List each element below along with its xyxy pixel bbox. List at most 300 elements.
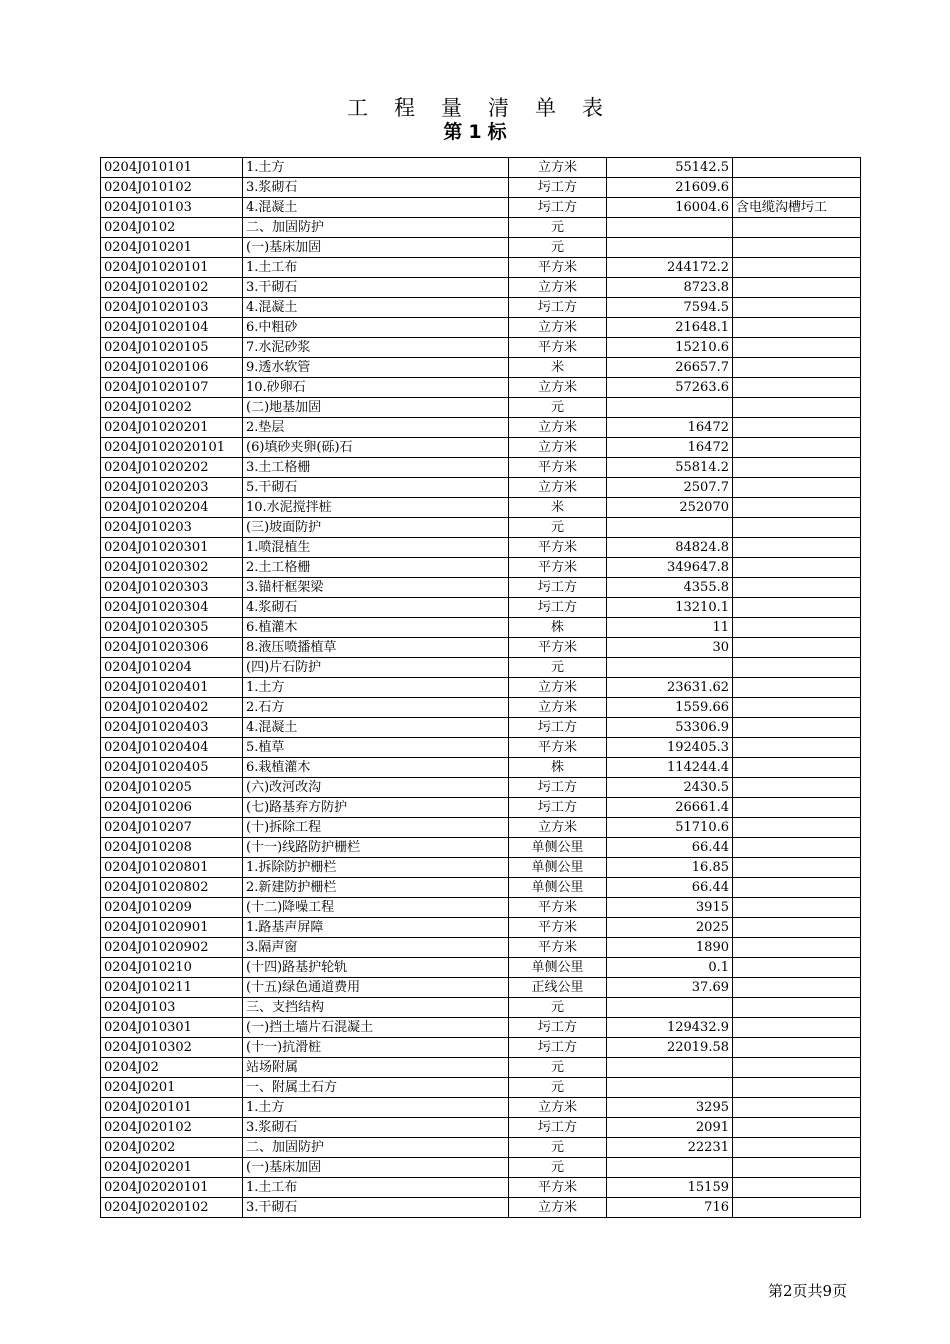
item-name: (四)片石防护 [243,658,509,678]
item-name: (三)坡面防护 [243,518,509,538]
item-quantity [607,398,733,418]
table-row [101,598,861,618]
item-quantity [607,998,733,1018]
item-note [733,578,861,598]
item-quantity: 129432.9 [607,1018,733,1038]
item-unit: 平方米 [509,538,607,558]
item-name: 5.干砌石 [243,478,509,498]
item-name: 1.土方 [243,678,509,698]
item-quantity: 30 [607,638,733,658]
item-unit: 立方米 [509,318,607,338]
item-quantity: 0.1 [607,958,733,978]
item-name: 7.水泥砂浆 [243,338,509,358]
item-unit: 圬工方 [509,178,607,198]
item-name: 10.砂卵石 [243,378,509,398]
item-code: 0204J01020103 [101,298,243,318]
item-code: 0204J01020102 [101,278,243,298]
table-row [101,498,861,518]
table-row [101,1098,861,1118]
item-name: 2.石方 [243,698,509,718]
item-quantity [607,1058,733,1078]
table-row [101,918,861,938]
item-quantity: 16472 [607,438,733,458]
table-row [101,158,861,178]
item-note [733,958,861,978]
item-note [733,898,861,918]
item-name: 1.土方 [243,158,509,178]
item-name: 10.水泥搅拌桩 [243,498,509,518]
table-row [101,538,861,558]
item-code: 0204J01020802 [101,878,243,898]
table-row [101,258,861,278]
page-number: 第2页共9页 [768,1282,848,1300]
item-quantity: 4355.8 [607,578,733,598]
item-quantity: 55814.2 [607,458,733,478]
item-name: 站场附属 [243,1058,509,1078]
item-quantity: 26661.4 [607,798,733,818]
item-unit: 圬工方 [509,778,607,798]
item-unit: 平方米 [509,338,607,358]
table-row [101,458,861,478]
item-name: (十)拆除工程 [243,818,509,838]
item-name: 4.混凝土 [243,298,509,318]
item-quantity: 16.85 [607,858,733,878]
table-row [101,1038,861,1058]
table-row [101,298,861,318]
item-code: 0204J01020901 [101,918,243,938]
item-name: 三、支挡结构 [243,998,509,1018]
item-quantity: 2091 [607,1118,733,1138]
item-unit: 单侧公里 [509,878,607,898]
item-quantity: 21648.1 [607,318,733,338]
item-name: 6.栽植灌木 [243,758,509,778]
item-code: 0204J01020403 [101,718,243,738]
item-unit: 元 [509,518,607,538]
table-row [101,1118,861,1138]
table-row [101,378,861,398]
table-row [101,218,861,238]
table-row [101,758,861,778]
item-quantity: 53306.9 [607,718,733,738]
item-note [733,978,861,998]
item-unit: 元 [509,398,607,418]
item-name: 4.混凝土 [243,198,509,218]
item-quantity: 114244.4 [607,758,733,778]
item-note [733,338,861,358]
table-row [101,798,861,818]
item-note [733,658,861,678]
item-code: 0204J010203 [101,518,243,538]
item-quantity: 8723.8 [607,278,733,298]
item-quantity: 1890 [607,938,733,958]
item-code: 0204J010301 [101,1018,243,1038]
item-name: 3.锚杆框架梁 [243,578,509,598]
item-code: 0204J02 [101,1058,243,1078]
table-row [101,958,861,978]
item-note [733,818,861,838]
item-note [733,598,861,618]
item-note [733,1138,861,1158]
item-quantity: 192405.3 [607,738,733,758]
item-quantity [607,238,733,258]
bill-of-quantities-table [100,157,861,1218]
item-unit: 元 [509,998,607,1018]
item-name: 二、加固防护 [243,1138,509,1158]
item-unit: 正线公里 [509,978,607,998]
item-quantity: 22019.58 [607,1038,733,1058]
item-quantity: 1559.66 [607,698,733,718]
item-unit: 立方米 [509,418,607,438]
table-row [101,998,861,1018]
item-code: 0204J010102 [101,178,243,198]
item-note [733,1178,861,1198]
item-code: 0204J01020305 [101,618,243,638]
item-name: (六)改河改沟 [243,778,509,798]
item-quantity: 716 [607,1198,733,1218]
item-quantity: 3295 [607,1098,733,1118]
table-row [101,878,861,898]
item-unit: 立方米 [509,698,607,718]
item-unit: 单侧公里 [509,858,607,878]
item-name: 3.干砌石 [243,278,509,298]
table-row [101,838,861,858]
item-note [733,1038,861,1058]
table-row [101,1018,861,1038]
item-note [733,698,861,718]
item-quantity: 2430.5 [607,778,733,798]
table-row [101,1158,861,1178]
item-code: 0204J01020107 [101,378,243,398]
item-code: 0204J01020105 [101,338,243,358]
item-code: 0204J01020902 [101,938,243,958]
item-code: 0204J0202 [101,1138,243,1158]
item-unit: 单侧公里 [509,838,607,858]
item-name: 1.土方 [243,1098,509,1118]
item-quantity [607,658,733,678]
item-name: 5.植草 [243,738,509,758]
table-row [101,898,861,918]
item-name: 8.液压喷播植草 [243,638,509,658]
item-code: 0204J01020301 [101,538,243,558]
item-quantity: 66.44 [607,878,733,898]
item-quantity [607,1158,733,1178]
table-row [101,578,861,598]
table-row [101,858,861,878]
item-unit: 元 [509,218,607,238]
item-unit: 米 [509,358,607,378]
item-code: 0204J010205 [101,778,243,798]
item-name: 6.中粗砂 [243,318,509,338]
item-note [733,238,861,258]
item-code: 0204J010101 [101,158,243,178]
item-note [733,538,861,558]
item-note [733,418,861,438]
item-name: 9.透水软管 [243,358,509,378]
item-name: 2.垫层 [243,418,509,438]
table-row [101,478,861,498]
item-unit: 元 [509,1058,607,1078]
table-row [101,178,861,198]
item-code: 0204J010201 [101,238,243,258]
item-note [733,1158,861,1178]
item-unit: 元 [509,1078,607,1098]
item-code: 0204J010211 [101,978,243,998]
item-note [733,1078,861,1098]
item-note [733,478,861,498]
item-note [733,458,861,478]
item-unit: 平方米 [509,558,607,578]
item-note [733,618,861,638]
item-quantity: 51710.6 [607,818,733,838]
item-unit: 圬工方 [509,198,607,218]
table-row [101,518,861,538]
item-note [733,758,861,778]
item-unit: 元 [509,238,607,258]
item-note [733,878,861,898]
item-quantity [607,218,733,238]
item-name: 1.喷混植生 [243,538,509,558]
page-subtitle: 第1标 [443,121,513,143]
item-note [733,518,861,538]
table-row [101,678,861,698]
item-quantity [607,1078,733,1098]
item-code: 0204J0201 [101,1078,243,1098]
table-row [101,938,861,958]
item-code: 0204J01020203 [101,478,243,498]
item-unit: 立方米 [509,378,607,398]
item-note [733,278,861,298]
table-row [101,338,861,358]
item-unit: 平方米 [509,738,607,758]
table-row [101,1198,861,1218]
item-unit: 单侧公里 [509,958,607,978]
table-row [101,618,861,638]
item-note [733,558,861,578]
item-code: 0204J01020405 [101,758,243,778]
item-note [733,998,861,1018]
item-unit: 元 [509,1138,607,1158]
item-unit: 立方米 [509,278,607,298]
item-unit: 圬工方 [509,1118,607,1138]
item-name: (七)路基弃方防护 [243,798,509,818]
item-unit: 立方米 [509,478,607,498]
item-name: (十一)线路防护栅栏 [243,838,509,858]
item-code: 0204J0103 [101,998,243,1018]
item-note [733,738,861,758]
item-name: 3.隔声窗 [243,938,509,958]
item-code: 0204J01020104 [101,318,243,338]
item-name: (十二)降噪工程 [243,898,509,918]
item-name: 3.土工格栅 [243,458,509,478]
item-code: 0204J01020801 [101,858,243,878]
item-quantity: 16472 [607,418,733,438]
item-unit: 元 [509,658,607,678]
item-name: 4.混凝土 [243,718,509,738]
item-note [733,1018,861,1038]
item-unit: 平方米 [509,1178,607,1198]
item-code: 0204J01020402 [101,698,243,718]
item-note [733,718,861,738]
item-note [733,438,861,458]
item-name: 1.土工布 [243,1178,509,1198]
item-note [733,838,861,858]
item-quantity: 3915 [607,898,733,918]
item-quantity: 11 [607,618,733,638]
item-note [733,378,861,398]
item-code: 0204J010209 [101,898,243,918]
item-unit: 平方米 [509,458,607,478]
item-name: (一)挡土墙片石混凝土 [243,1018,509,1038]
item-quantity: 2025 [607,918,733,938]
table-row [101,278,861,298]
item-name: (十五)绿色通道费用 [243,978,509,998]
table-row [101,1078,861,1098]
item-unit: 立方米 [509,438,607,458]
item-quantity: 7594.5 [607,298,733,318]
table-row [101,438,861,458]
table-row [101,1178,861,1198]
item-note [733,318,861,338]
item-code: 0204J01020201 [101,418,243,438]
item-code: 0204J010202 [101,398,243,418]
item-code: 0204J01020302 [101,558,243,578]
item-unit: 圬工方 [509,1018,607,1038]
table-row [101,698,861,718]
item-name: (一)基床加固 [243,1158,509,1178]
item-code: 0204J010210 [101,958,243,978]
item-name: 二、加固防护 [243,218,509,238]
item-note [733,218,861,238]
item-note [733,498,861,518]
item-unit: 立方米 [509,818,607,838]
item-name: 一、附属土石方 [243,1078,509,1098]
item-quantity: 84824.8 [607,538,733,558]
item-name: 4.浆砌石 [243,598,509,618]
item-unit: 圬工方 [509,798,607,818]
item-name: (一)基床加固 [243,238,509,258]
item-note [733,1118,861,1138]
item-quantity: 57263.6 [607,378,733,398]
item-code: 0204J010103 [101,198,243,218]
item-code: 0204J020101 [101,1098,243,1118]
item-name: 1.拆除防护栅栏 [243,858,509,878]
item-note [733,778,861,798]
item-name: 6.植灌木 [243,618,509,638]
page-title: 工程量清单表 [347,96,629,120]
item-quantity [607,518,733,538]
item-quantity: 23631.62 [607,678,733,698]
item-unit: 米 [509,498,607,518]
item-quantity: 55142.5 [607,158,733,178]
item-code: 0204J01020204 [101,498,243,518]
item-unit: 立方米 [509,678,607,698]
table-row [101,738,861,758]
item-code: 0204J0102020101 [101,438,243,458]
item-note [733,158,861,178]
item-note: 含电缆沟槽圬工 [733,198,861,218]
item-name: 1.路基声屏障 [243,918,509,938]
table-row [101,558,861,578]
item-note [733,178,861,198]
item-unit: 株 [509,618,607,638]
item-note [733,1098,861,1118]
item-unit: 圬工方 [509,598,607,618]
item-unit: 平方米 [509,258,607,278]
item-note [733,938,861,958]
item-note [733,258,861,278]
table-row [101,978,861,998]
item-code: 0204J01020401 [101,678,243,698]
item-quantity: 244172.2 [607,258,733,278]
item-quantity: 37.69 [607,978,733,998]
item-note [733,298,861,318]
item-code: 0204J010207 [101,818,243,838]
item-unit: 圬工方 [509,718,607,738]
item-note [733,638,861,658]
table-row [101,238,861,258]
item-name: (二)地基加固 [243,398,509,418]
item-note [733,678,861,698]
item-name: 3.干砌石 [243,1198,509,1218]
item-unit: 平方米 [509,918,607,938]
item-unit: 圬工方 [509,578,607,598]
item-name: (6)填砂夹卵(砾)石 [243,438,509,458]
item-note [733,858,861,878]
item-quantity: 22231 [607,1138,733,1158]
table-row [101,658,861,678]
item-quantity: 252070 [607,498,733,518]
item-code: 0204J01020306 [101,638,243,658]
item-quantity: 66.44 [607,838,733,858]
item-unit: 平方米 [509,938,607,958]
item-code: 0204J020201 [101,1158,243,1178]
item-quantity: 21609.6 [607,178,733,198]
item-note [733,798,861,818]
item-unit: 平方米 [509,898,607,918]
item-code: 0204J0102 [101,218,243,238]
table-row [101,1058,861,1078]
item-code: 0204J02020102 [101,1198,243,1218]
item-code: 0204J02020101 [101,1178,243,1198]
item-code: 0204J020102 [101,1118,243,1138]
item-name: 3.浆砌石 [243,178,509,198]
table-row [101,638,861,658]
item-quantity: 2507.7 [607,478,733,498]
item-name: 2.土工格栅 [243,558,509,578]
table-row [101,718,861,738]
item-unit: 圬工方 [509,298,607,318]
item-code: 0204J01020101 [101,258,243,278]
table-row [101,358,861,378]
item-code: 0204J01020303 [101,578,243,598]
item-note [733,1198,861,1218]
table-row [101,778,861,798]
item-code: 0204J010302 [101,1038,243,1058]
table-row [101,418,861,438]
item-quantity: 16004.6 [607,198,733,218]
item-unit: 立方米 [509,1098,607,1118]
item-quantity: 26657.7 [607,358,733,378]
item-note [733,1058,861,1078]
table-row [101,818,861,838]
item-unit: 圬工方 [509,1038,607,1058]
item-code: 0204J010204 [101,658,243,678]
item-quantity: 13210.1 [607,598,733,618]
item-quantity: 15159 [607,1178,733,1198]
table-row [101,1138,861,1158]
item-code: 0204J010206 [101,798,243,818]
item-name: 1.土工布 [243,258,509,278]
